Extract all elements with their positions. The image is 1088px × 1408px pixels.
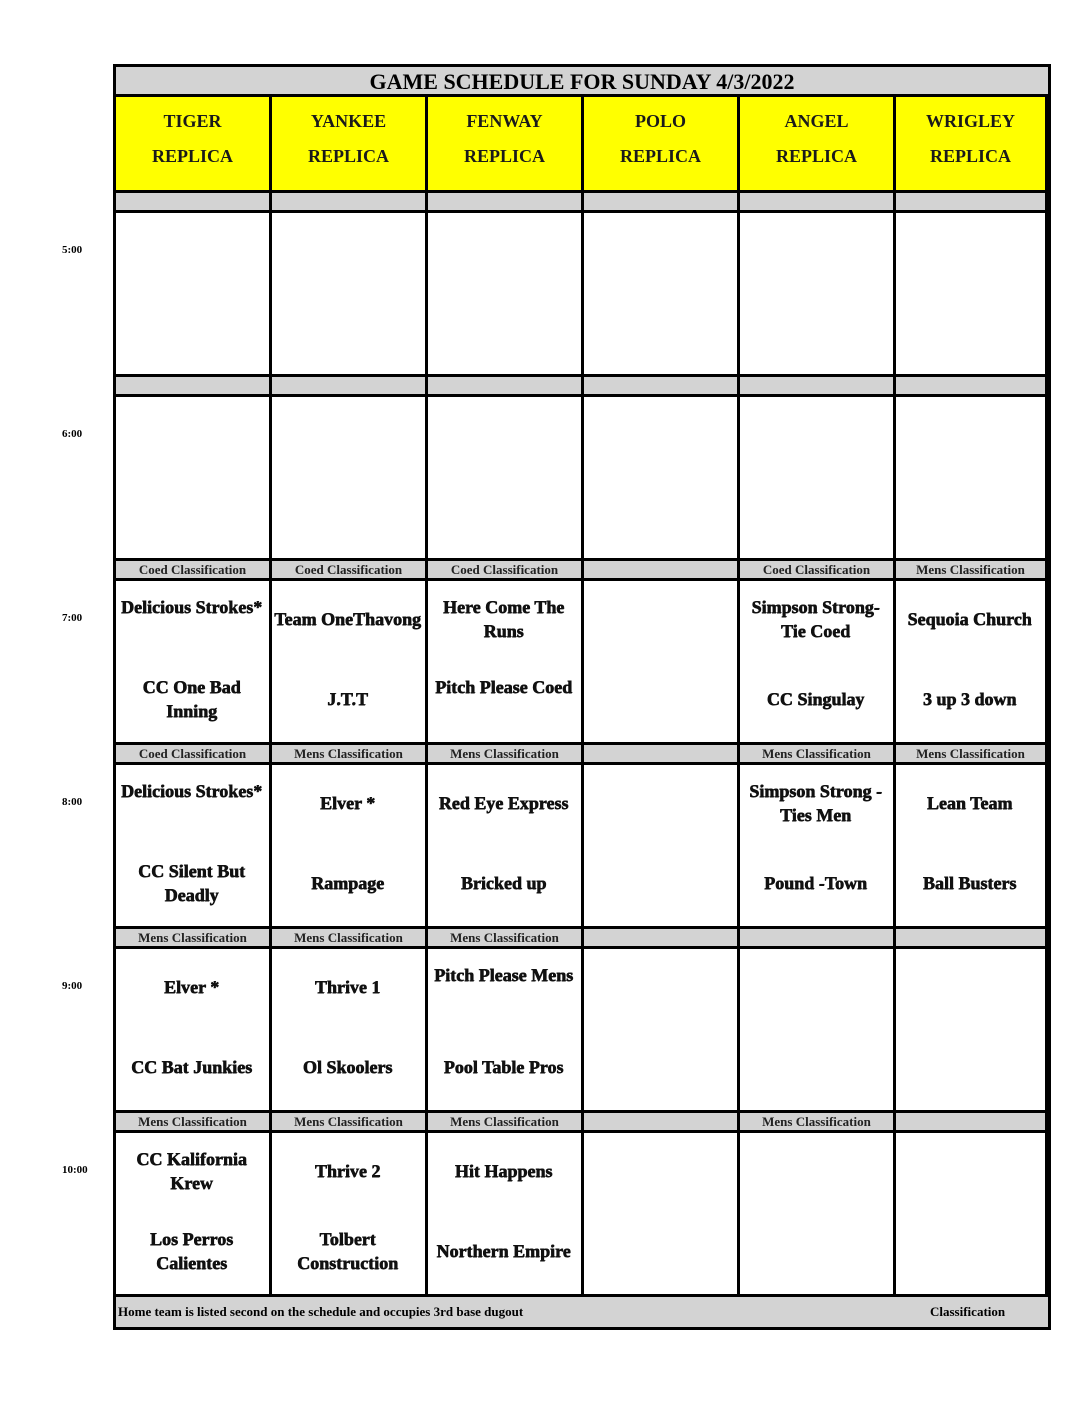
- time-label: 9:00: [62, 980, 83, 992]
- away-team: Hit Happens: [454, 1161, 553, 1181]
- park-header-angel: [740, 97, 896, 193]
- park-name: FENWAY: [466, 111, 543, 131]
- home-team: CC Silent But Deadly: [137, 861, 245, 905]
- game-cell: [896, 581, 1048, 745]
- footer-note: Home team is listed second on the schedule and occupies 3rd base dugout: [118, 1304, 524, 1319]
- game-cell: [116, 949, 272, 1113]
- game-cell: [428, 765, 584, 929]
- home-team: Bricked up: [460, 873, 547, 893]
- game-cell: [272, 949, 428, 1113]
- classification-cell: [584, 377, 740, 397]
- classification-cell: Mens Classification: [116, 929, 272, 949]
- classification-cell: [584, 745, 740, 765]
- away-team: Elver *: [163, 977, 220, 997]
- park-header-yankee: [272, 97, 428, 193]
- game-cell: [740, 1133, 896, 1297]
- game-cell: [584, 397, 740, 561]
- classification-cell: [896, 193, 1048, 213]
- classification-cell: [584, 561, 740, 581]
- game-cell: [116, 581, 272, 745]
- classification-cell: Mens Classification: [428, 929, 584, 949]
- classification-cell: [740, 929, 896, 949]
- classification-cell: [584, 929, 740, 949]
- park-subtitle: REPLICA: [307, 146, 389, 166]
- classification-cell: Coed Classification: [428, 561, 584, 581]
- away-team: Pitch Please Mens: [434, 965, 573, 985]
- home-team: Rampage: [311, 873, 384, 893]
- game-cell: [584, 765, 740, 929]
- classification-cell: [584, 193, 740, 213]
- game-cell: [740, 397, 896, 561]
- park-subtitle: REPLICA: [151, 146, 233, 166]
- classification-cell: Coed Classification: [116, 745, 272, 765]
- park-header-wrigley: [896, 97, 1048, 193]
- game-cell: [584, 949, 740, 1113]
- classification-cell: [896, 377, 1048, 397]
- game-cell: [896, 213, 1048, 377]
- game-cell: [740, 213, 896, 377]
- game-cell: [116, 1133, 272, 1297]
- game-cell: [272, 397, 428, 561]
- away-team: Thrive 2: [314, 1161, 381, 1181]
- classification-cell: Coed Classification: [272, 561, 428, 581]
- game-cell: [428, 397, 584, 561]
- park-header-polo: [584, 97, 740, 193]
- home-team: CC One Bad Inning: [142, 677, 241, 721]
- home-team: Pitch Please Coed: [435, 677, 572, 697]
- time-label: 6:00: [62, 428, 83, 440]
- classification-cell: [896, 1113, 1048, 1133]
- home-team: Los Perros Calientes: [149, 1229, 234, 1273]
- game-cell: [116, 397, 272, 561]
- park-header-fenway: [428, 97, 584, 193]
- classification-cell: [272, 377, 428, 397]
- game-cell: [896, 397, 1048, 561]
- home-team: 3 up 3 down: [922, 689, 1017, 709]
- classification-cell: Mens Classification: [272, 929, 428, 949]
- game-cell: [740, 765, 896, 929]
- game-cell: [428, 1133, 584, 1297]
- classification-cell: Coed Classification: [116, 561, 272, 581]
- park-subtitle: REPLICA: [463, 146, 545, 166]
- away-team: CC Kalifornia Krew: [136, 1149, 247, 1193]
- game-cell: [272, 581, 428, 745]
- classification-cell: [896, 929, 1048, 949]
- game-cell: [740, 581, 896, 745]
- game-cell: [272, 213, 428, 377]
- classification-cell: Coed Classification: [740, 561, 896, 581]
- game-cell: [896, 949, 1048, 1113]
- park-subtitle: REPLICA: [775, 146, 857, 166]
- page-title: GAME SCHEDULE FOR SUNDAY 4/3/2022: [116, 67, 1048, 97]
- home-team: Pound -Town: [764, 873, 867, 893]
- away-team: Here Come The Runs: [442, 597, 565, 641]
- home-team: CC Bat Junkies: [130, 1057, 253, 1077]
- classification-cell: [272, 193, 428, 213]
- game-cell: [896, 1133, 1048, 1297]
- game-cell: [428, 581, 584, 745]
- away-team: Simpson Strong-Tie Coed: [751, 597, 880, 641]
- classification-cell: [116, 193, 272, 213]
- home-team: Ol Skoolers: [302, 1057, 393, 1077]
- game-cell: [272, 765, 428, 929]
- game-cell: [428, 949, 584, 1113]
- away-team: Delicious Strokes*: [120, 781, 263, 801]
- park-name: POLO: [634, 111, 686, 131]
- park-name: WRIGLEY: [925, 111, 1015, 131]
- classification-cell: [584, 1113, 740, 1133]
- away-team: Elver *: [319, 793, 376, 813]
- away-team: Thrive 1: [314, 977, 381, 997]
- game-cell: [584, 581, 740, 745]
- park-subtitle: REPLICA: [929, 146, 1011, 166]
- park-name: ANGEL: [784, 111, 849, 131]
- classification-cell: [428, 377, 584, 397]
- classification-cell: [428, 193, 584, 213]
- footer-classification: Classification: [930, 1304, 1006, 1319]
- home-team: Pool Table Pros: [443, 1057, 564, 1077]
- time-label: 10:00: [62, 1164, 88, 1176]
- park-subtitle: REPLICA: [619, 146, 701, 166]
- game-cell: [116, 213, 272, 377]
- classification-cell: Mens Classification: [896, 745, 1048, 765]
- game-cell: [896, 765, 1048, 929]
- classification-cell: Mens Classification: [896, 561, 1048, 581]
- game-cell: [116, 765, 272, 929]
- schedule-sheet: [113, 64, 1051, 1330]
- away-team: Lean Team: [926, 793, 1013, 813]
- classification-cell: Mens Classification: [428, 1113, 584, 1133]
- classification-cell: Mens Classification: [116, 1113, 272, 1133]
- home-team: Northern Empire: [436, 1241, 571, 1261]
- classification-cell: [740, 193, 896, 213]
- classification-cell: Mens Classification: [272, 745, 428, 765]
- time-label: 5:00: [62, 244, 83, 256]
- classification-cell: Mens Classification: [740, 745, 896, 765]
- classification-cell: [740, 377, 896, 397]
- park-header-tiger: [116, 97, 272, 193]
- away-team: Sequoia Church: [907, 609, 1032, 629]
- home-team: Ball Busters: [922, 873, 1017, 893]
- away-team: Team OneThavong: [274, 609, 421, 629]
- home-team: J.T.T: [327, 689, 368, 709]
- time-label: 7:00: [62, 612, 83, 624]
- park-name: YANKEE: [310, 111, 387, 131]
- home-team: CC Singulay: [766, 689, 865, 709]
- game-cell: [428, 213, 584, 377]
- classification-cell: Mens Classification: [272, 1113, 428, 1133]
- game-cell: [272, 1133, 428, 1297]
- park-name: TIGER: [163, 111, 222, 131]
- time-label: 8:00: [62, 796, 83, 808]
- classification-cell: Mens Classification: [428, 745, 584, 765]
- classification-cell: Mens Classification: [740, 1113, 896, 1133]
- footer-bar: [116, 1297, 1048, 1327]
- game-cell: [584, 1133, 740, 1297]
- game-cell: [584, 213, 740, 377]
- away-team: Delicious Strokes*: [120, 597, 263, 617]
- classification-cell: [116, 377, 272, 397]
- game-cell: [740, 949, 896, 1113]
- home-team: Tolbert Construction: [296, 1229, 398, 1273]
- away-team: Simpson Strong - Ties Men: [749, 781, 882, 825]
- away-team: Red Eye Express: [438, 793, 569, 813]
